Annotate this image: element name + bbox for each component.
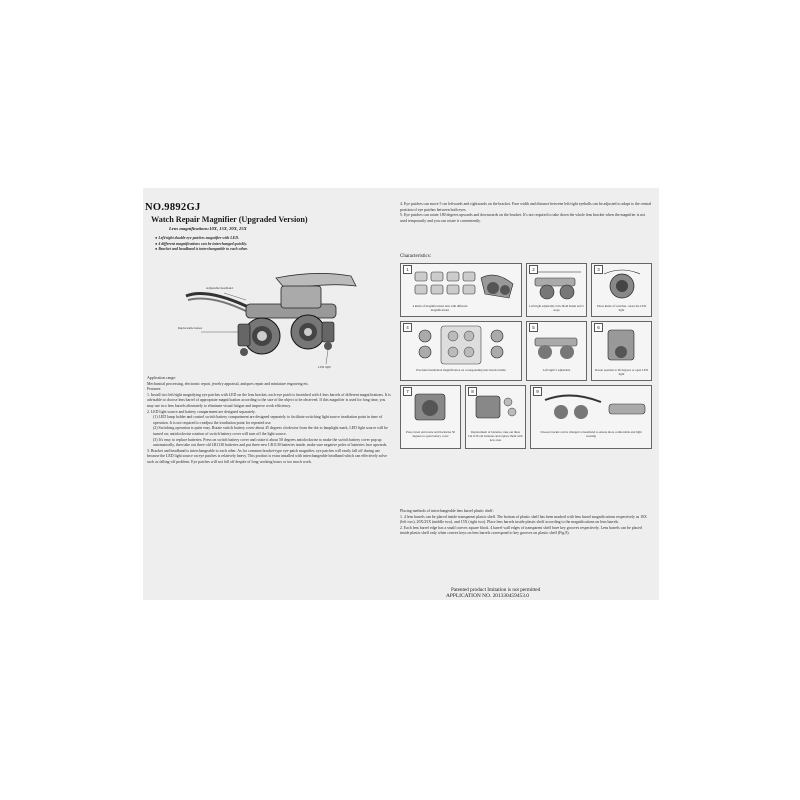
- placing-heading: Placing methods of interchangeable lens barrel plastic shelf:: [400, 509, 494, 513]
- panel-8: [465, 385, 526, 449]
- feature-5: 5. Eye patches can rotate 180 degrees upwards and downwards on the bracket. It's not required to take down the whole lens bracket when the magnifier is not used temporarily and you can rotate it conveniently.: [400, 213, 646, 223]
- features-heading: Features:: [147, 387, 162, 392]
- lens-barrels-image: [401, 264, 521, 304]
- application-heading: Application range:: [147, 376, 177, 380]
- placing-2: 2. Each lens barrel edge has a small convex square block. 4 barrel wall edges of transparent shelf have key grooves respectively. Lens barrels can be placed inside plastic shelf only when convex keys on lens barrels correspond to key grooves on plastic shelf (Fig.8).: [400, 525, 642, 536]
- feature-3: 3. Bracket and headband is interchangeable to each other. As for common bracket-type eye-patch magnifier, eye patches will easily fall off during use because the LED light source on eye patches is relatively heavy. This product is extra installed with interchangeable headband which can effectively solve such as falling-off problem. Eye patches will not fall off despite of long working hours or too much work.: [147, 448, 387, 464]
- panel-caption: Replacement of batteries, take out three LR1130 old batteries and replace them with new ones: [468, 430, 523, 442]
- feature-2: 2. LED light source and battery compartment are designed separately.: [147, 409, 256, 414]
- panel-number: 4: [403, 323, 412, 332]
- bullet-item: ● 4 different magnifications can be interchanged quickly.: [155, 241, 248, 246]
- right-top-text: [400, 202, 652, 224]
- panel-number: 1: [403, 265, 412, 274]
- panel-caption: 4 kinds of magnifications lens with different magnifications: [412, 304, 468, 312]
- panel-caption: Left/right 5 adjustable: [542, 368, 571, 372]
- application-text: Mechanical processing, electronic repair, jewelry appraisal, antiques repair and miniature engraving etc.: [147, 381, 309, 386]
- feature-4: 4. Eye patches can move 5 cm leftwards and rightwards on the bracket. Face width and distance between left/right eyeballs can be adjusted to adapt to the central position of eye patches between both eyes.: [400, 202, 652, 212]
- panel-number: 6: [594, 323, 603, 332]
- panel-4: [400, 321, 522, 381]
- callout-headband: Adjustable headband: [206, 286, 233, 290]
- characteristics-heading: Characteristics:: [400, 254, 432, 259]
- headband-swap-image: [531, 386, 651, 430]
- feature-1: 1. Install two left/right magnifying eye patches with LED on the lens bracket, each eye patch is furnished with 4 lens barrels of different magnifications. It is advisable to choose lens barrel of appropriate magnification according to the size of the object to be observed. If this magnifier is used for long time, you may use two lens barrels alternately to eliminate visual fatigue and improve work efficiency.: [147, 392, 391, 408]
- feature-2-2: (2) Switching operation is quite easy. Rotate switch battery cover about 45 degrees clockwise from the dot to lamplight mark, LED light source will be turned on; anticlockwise rotation of switch battery cover will turn off the light source.: [153, 426, 388, 436]
- panel-caption: Three kinds of switches, rotate the LED light: [596, 304, 647, 312]
- feature-2-1: (1) LED lamp holder and control switch battery compartment are designed separately to facilitate switching light source irradiation point in time of operation. It is not required to readjust the irradiation point for repeated use.: [153, 415, 383, 425]
- model-number: NO.9892GJ: [145, 202, 201, 213]
- lens-magnifications: Lens magnifications:10X, 15X, 20X, 25X: [169, 226, 247, 231]
- panel-7: [400, 385, 461, 449]
- magnifier-photo: [176, 266, 366, 374]
- bullet-item: ● Bracket and headband is interchangeable to each other.: [155, 247, 248, 251]
- callout-led: LED light: [318, 365, 331, 369]
- panel-number: 5: [529, 323, 538, 332]
- panel-caption: Rotate position to 90 degrees or open LED light: [594, 368, 648, 376]
- panel-5: [526, 321, 587, 381]
- panel-number: 9: [533, 387, 542, 396]
- product-illustration: [176, 266, 366, 374]
- lens-shelf-image: [401, 322, 521, 368]
- callout-lenses: Replaceable lenses: [178, 326, 203, 330]
- panel-caption: Press down and rotate anticlockwise 50 degrees to open battery cover: [406, 430, 455, 438]
- feature-bullets: [155, 236, 345, 253]
- panel-6: [591, 321, 652, 381]
- panel-3: [591, 263, 652, 317]
- panel-number: 2: [529, 265, 538, 274]
- bullet-item: ● Left/right double eye patches magnifier with LED.: [155, 236, 240, 240]
- panel-number: 3: [594, 265, 603, 274]
- panel-1: [400, 263, 522, 317]
- patent-notice: Patented product Imitation is not permitted: [451, 587, 541, 593]
- panel-caption: Left/right adjustable 5cm, Both hands and 5 stops: [529, 304, 584, 312]
- panel-number: 8: [468, 387, 477, 396]
- panel-2: [526, 263, 587, 317]
- panel-caption: Precision installation magnification on corresponding lens barrels inside: [416, 368, 506, 372]
- panel-9: [530, 385, 652, 449]
- product-title: Watch Repair Magnifier (Upgraded Version): [151, 215, 308, 224]
- application-number: APPLICATION NO. 201330459453.0: [446, 593, 529, 599]
- right-bottom-text: [400, 509, 652, 537]
- feature-2-3: (3) It's easy to replace batteries. Press on switch battery cover and rotate it about 50 degrees anticlockwise to make the switch battery cover pop up automatically, then take out three old LR1130 batteries and put three new LR1130 batteries inside, make sure negative poles of batteries face upwards.: [153, 437, 388, 448]
- placing-1: 1. 4 lens barrels can be placed inside transparent plastic shelf. The bottom of plastic shelf has been marked with lens barrel magnifications respectively as 10X (left two), 20X/25X (middle two), and 15X (right two). Place lens barrels inside plastic shelf according to the magnifications on lens barrels.: [400, 514, 647, 525]
- instruction-sheet: [143, 188, 659, 600]
- panel-number: 7: [403, 387, 412, 396]
- left-body-text: [147, 376, 391, 466]
- panel-caption: Choose bracket can be changed to headband to ensure more comfortable and light wearing: [540, 430, 642, 438]
